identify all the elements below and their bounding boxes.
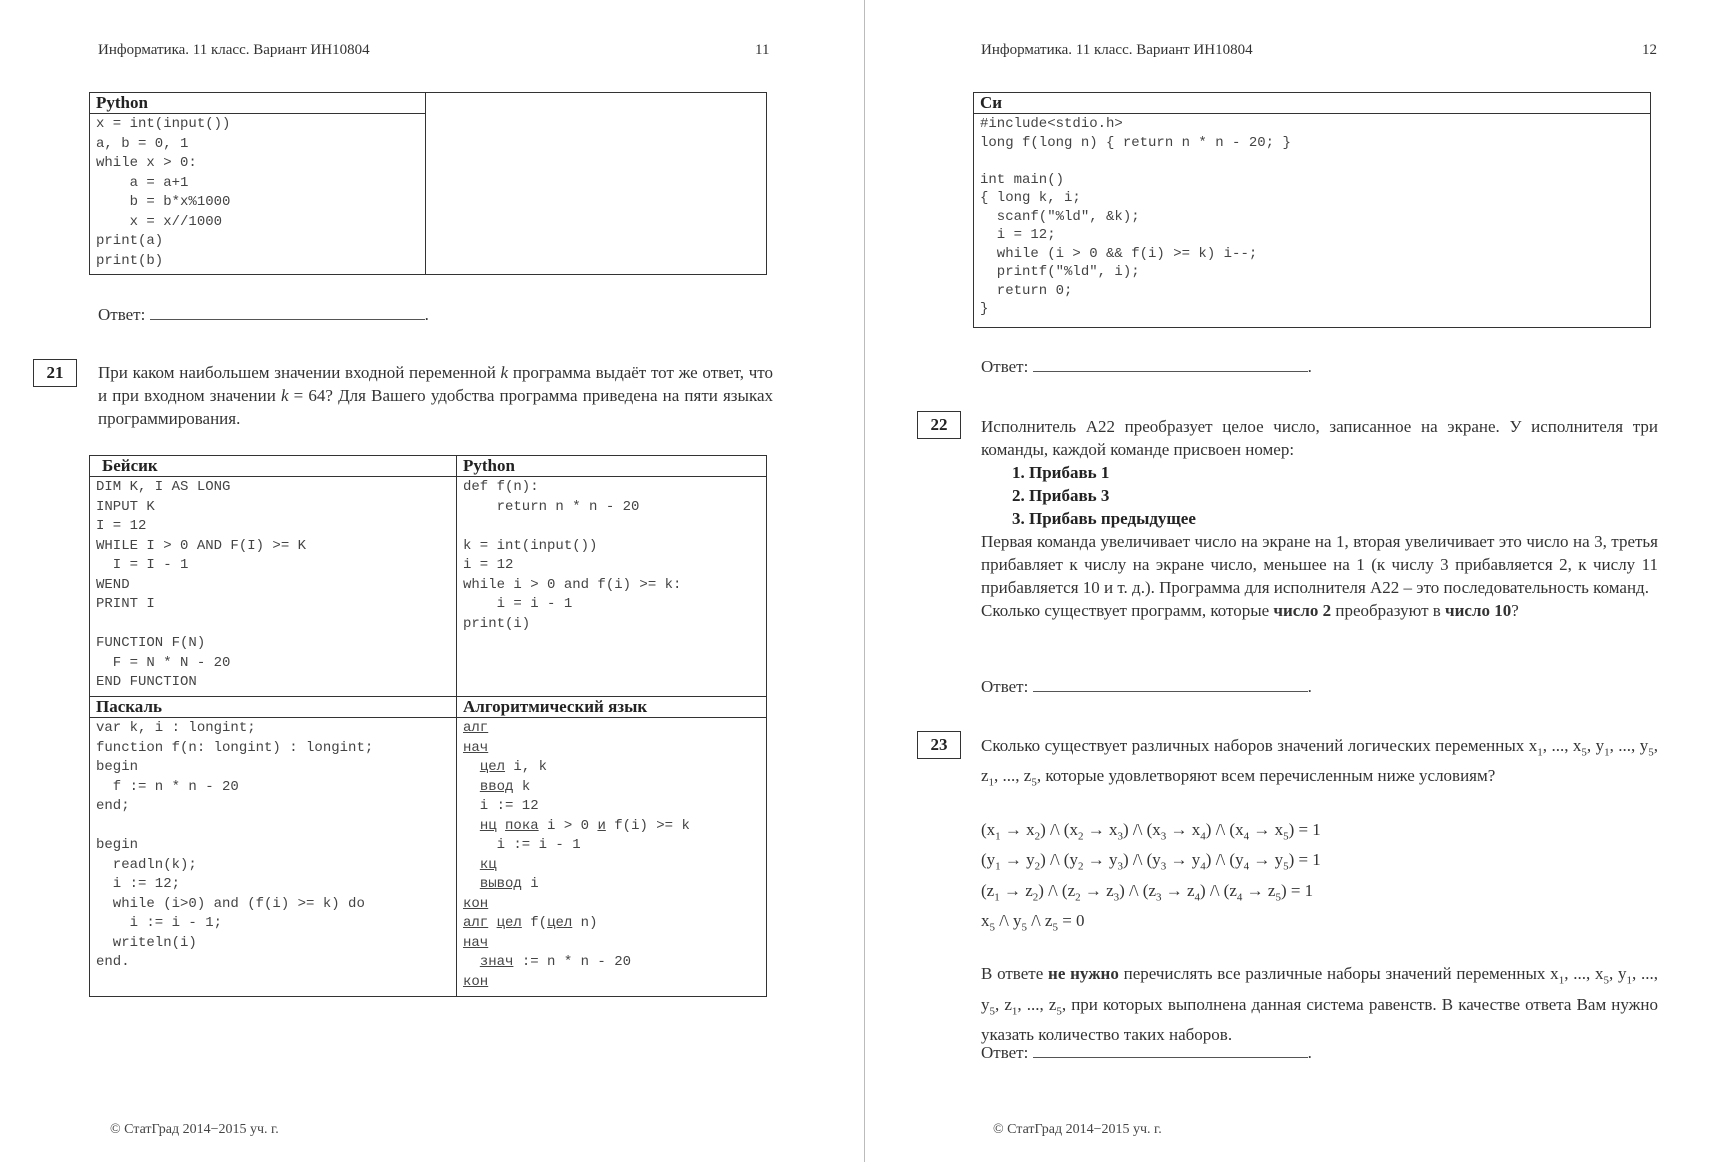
task23-question: Сколько существует различных наборов значений логических переменных $x_1$, ..., $x_5$, $y_1$, ..., $y_5$, $z_1$, ..., $z_5$, которые удовлетворяют всем перечисленным ниже условиям? xyxy=(981,736,1659,789)
task22-command-list xyxy=(981,461,1658,530)
answer-label: Ответ: xyxy=(98,305,146,324)
task-number-23: 23 xyxy=(917,731,961,759)
task23-note: В ответе не нужно перечислять все различные наборы значений переменных $x_1$, ..., $x_5$, $y_1$, ..., $y_5$, $z_1$, ..., $z_5$, при которых выполнена данная система равенств. В качестве ответа Вам нужно указать количество таких наборов. xyxy=(981,964,1659,1045)
python-label: Python xyxy=(90,93,425,114)
python-code-table-top xyxy=(89,92,767,275)
basic-code-block: DIM K, I AS LONG INPUT K I = 12 WHILE I > 0 AND F(I) >= K I = I - 1 WEND PRINT I FUNCTION F(N) F = N * N - 20 END FUNCTION xyxy=(96,479,307,690)
python-code-block: x = int(input()) a, b = 0, 1 while x > 0: a = a+1 b = b*x%1000 x = x//1000 print(a) print(b) xyxy=(96,116,231,269)
answer-field-right-3[interactable]: Ответ: . xyxy=(981,1043,1312,1062)
answer-field-right-1[interactable]: Ответ: . xyxy=(981,357,1312,376)
task21-text: При каком наибольшем значении входной переменной k программа выдаёт тот же ответ, что и при входном значении k = 64? Для Вашего удобства программа приведена на пяти языках программирования. xyxy=(98,363,773,428)
page-divider xyxy=(864,0,865,1162)
command-item: 2. Прибавь 3 xyxy=(1029,484,1658,507)
pascal-code-block: var k, i : longint; function f(n: longint) : longint; begin f := n * n - 20 end; begin readln(k); i := 12; while (i>0) and (f(i) >= k) do i := i - 1; writeln(i) end. xyxy=(96,720,374,970)
python-label-2: Python xyxy=(457,456,766,477)
command-item: 1. Прибавь 1 xyxy=(1029,461,1658,484)
task23-block xyxy=(981,734,1658,1046)
header-title-left: Информатика. 11 класс. Вариант ИН10804 xyxy=(98,42,370,58)
page-number-right: 12 xyxy=(1642,42,1657,58)
task22-description: Первая команда увеличивает число на экране на 1, вторая увеличивает это число на 3, третья прибавляет к числу на экране число, меньшее на 1 (к числу 3 прибавляется 2, к числу 11 прибавляется 10 и т. д.). Программа для исполнителя А22 – это последовательность команд. xyxy=(981,532,1658,597)
page-number-left: 11 xyxy=(755,42,770,58)
answer-field-left[interactable]: Ответ: . xyxy=(98,305,429,324)
c-label: Си xyxy=(974,93,1650,114)
answer-label: Ответ: xyxy=(981,677,1029,696)
header-title-right: Информатика. 11 класс. Вариант ИН10804 xyxy=(981,42,1253,58)
task22-block xyxy=(981,415,1658,622)
python-code-block-2: def f(n): return n * n - 20 k = int(input()) i = 12 while i > 0 and f(i) >= k: i = i - 1 print(i) xyxy=(463,479,682,632)
c-code-block: #include<stdio.h> long f(long n) { return n * n - 20; } int main() { long k, i; scanf("%ld", &k); i = 12; while (i > 0 && f(i) >= k) i--; printf("%ld", i); return 0; } xyxy=(980,116,1291,317)
basic-label: Бейсик xyxy=(90,456,456,477)
answer-field-right-2[interactable]: Ответ: . xyxy=(981,677,1312,696)
algo-label: Алгоритмический язык xyxy=(457,697,766,718)
pascal-label: Паскаль xyxy=(90,697,456,718)
task22-question: Сколько существует программ, которые число 2 преобразуют в число 10? xyxy=(981,601,1519,620)
formula-y: $(y_1 \to y_2)$ /\ $(y_2 \to y_3)$ /\ $(y_3 \to y_4)$ /\ $(y_4 \to y_5) = 1$ xyxy=(981,850,1321,873)
footer-left: © СтатГрад 2014−2015 уч. г. xyxy=(110,1122,279,1137)
formula-x: $(x_1 \to x_2)$ /\ $(x_2 \to x_3)$ /\ $(x_3 \to x_4)$ /\ $(x_4 \to x_5) = 1$ xyxy=(981,819,1321,843)
task-number-21: 21 xyxy=(33,359,77,387)
task22-intro: Исполнитель А22 преобразует целое число, записанное на экране. У исполнителя три команды, каждой команде присвоен номер: xyxy=(981,417,1658,459)
task-number-22: 22 xyxy=(917,411,961,439)
footer-right: © СтатГрад 2014−2015 уч. г. xyxy=(993,1122,1162,1137)
command-item: 3. Прибавь предыдущее xyxy=(1029,507,1658,530)
c-code-table xyxy=(973,92,1651,328)
code-table-five-languages xyxy=(89,455,767,997)
answer-label: Ответ: xyxy=(981,1043,1029,1062)
answer-label: Ответ: xyxy=(981,357,1029,376)
formula-xyz: $x_5$ /\ $y_5$ /\ $z_5 = 0$ xyxy=(981,910,1085,934)
formula-z: $(z_1 \to z_2)$ /\ $(z_2 \to z_3)$ /\ $(z_3 \to z_4)$ /\ $(z_4 \to z_5) = 1$ xyxy=(981,880,1314,903)
algo-code-block: алг нач цел i, k ввод k i := 12 нц пока i > 0 и f(i) >= k i := i - 1 кц вывод i кон алг цел f(цел n) нач знач := n * n - 20 кон xyxy=(463,720,690,990)
